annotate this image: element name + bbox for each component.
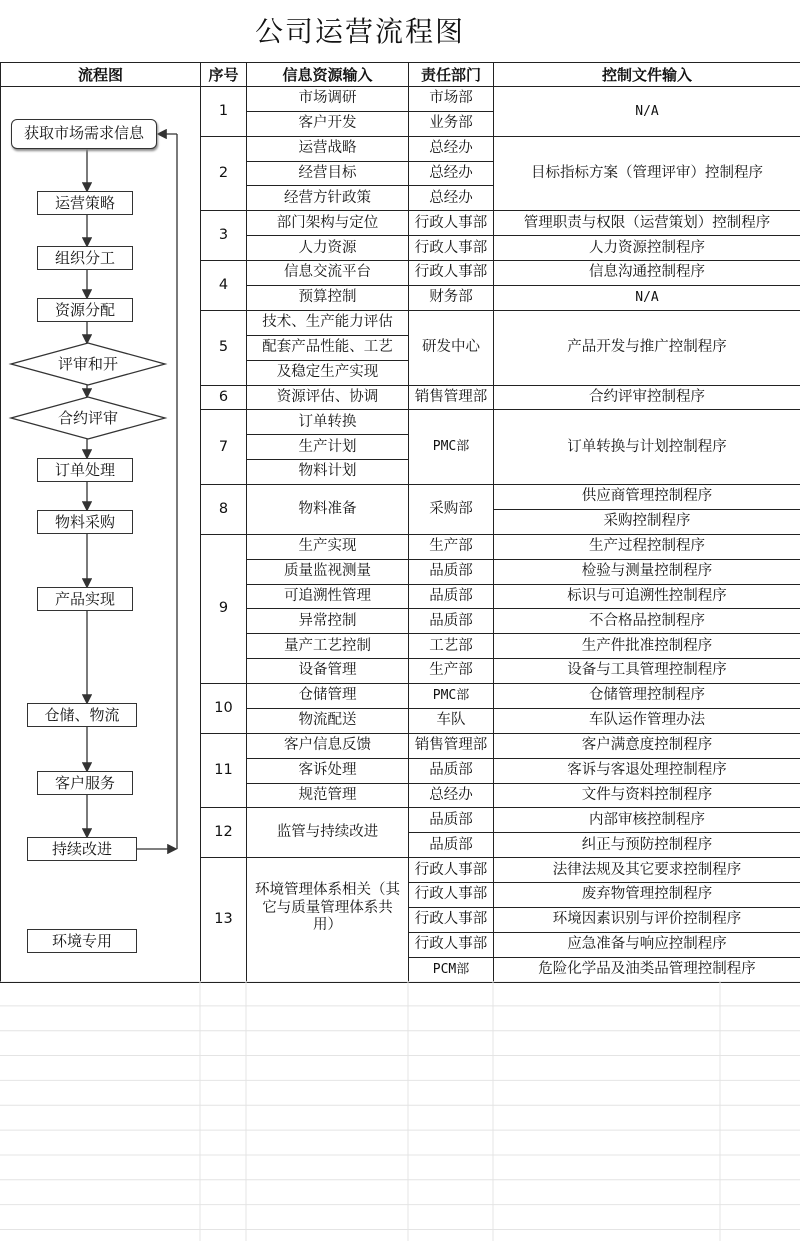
info-cell: 异常控制 [247, 609, 409, 634]
ctrl-cell: 车队运作管理办法 [494, 708, 800, 733]
flow-step: 持续改进 [27, 837, 137, 861]
ctrl-cell: 纠正与预防控制程序 [494, 833, 800, 858]
ctrl-cell: 设备与工具管理控制程序 [494, 659, 800, 684]
info-cell: 信息交流平台 [247, 261, 409, 286]
dept-cell: 行政人事部 [409, 858, 494, 883]
dept-cell: 行政人事部 [409, 236, 494, 261]
dept-cell: 财务部 [409, 286, 494, 311]
info-cell: 物流配送 [247, 708, 409, 733]
info-cell: 运营战略 [247, 136, 409, 161]
ctrl-cell: 文件与资料控制程序 [494, 783, 800, 808]
info-cell: 物料准备 [247, 485, 409, 535]
ctrl-cell: 法律法规及其它要求控制程序 [494, 858, 800, 883]
ctrl-cell: 采购控制程序 [494, 510, 800, 535]
seq-cell: 5 [201, 310, 247, 385]
flowchart [1, 87, 200, 982]
info-cell: 设备管理 [247, 659, 409, 684]
seq-cell: 13 [201, 858, 247, 982]
dept-cell: 市场部 [409, 87, 494, 112]
info-cell: 环境管理体系相关（其它与质量管理体系共用） [247, 858, 409, 982]
dept-cell: 总经办 [409, 783, 494, 808]
flow-decision: 评审和开 [57, 355, 118, 373]
seq-cell: 8 [201, 485, 247, 535]
dept-cell: 行政人事部 [409, 883, 494, 908]
dept-cell: 研发中心 [409, 310, 494, 385]
info-cell: 监管与持续改进 [247, 808, 409, 858]
ctrl-cell: N/A [494, 87, 800, 137]
ctrl-cell: N/A [494, 286, 800, 311]
header-dept: 责任部门 [409, 63, 494, 87]
header-seq: 序号 [201, 63, 247, 87]
dept-cell: PMC部 [409, 410, 494, 485]
info-cell: 客诉处理 [247, 758, 409, 783]
info-cell: 订单转换 [247, 410, 409, 435]
dept-cell: 品质部 [409, 559, 494, 584]
header-ctrl: 控制文件输入 [494, 63, 800, 87]
flow-step: 客户服务 [37, 771, 133, 795]
flow-step: 产品实现 [37, 587, 133, 611]
info-cell: 人力资源 [247, 236, 409, 261]
info-cell: 仓储管理 [247, 684, 409, 709]
flow-step: 获取市场需求信息 [11, 119, 157, 149]
dept-cell: 销售管理部 [409, 733, 494, 758]
ctrl-cell: 环境因素识别与评价控制程序 [494, 908, 800, 933]
ctrl-cell: 客诉与客退处理控制程序 [494, 758, 800, 783]
dept-cell: PCM部 [409, 957, 494, 982]
info-cell: 预算控制 [247, 286, 409, 311]
seq-cell: 9 [201, 534, 247, 683]
dept-cell: 采购部 [409, 485, 494, 535]
flow-step: 物料采购 [37, 510, 133, 534]
ctrl-cell: 订单转换与计划控制程序 [494, 410, 800, 485]
flowchart-cell [1, 87, 201, 983]
dept-cell: 生产部 [409, 659, 494, 684]
ctrl-cell: 应急准备与响应控制程序 [494, 932, 800, 957]
info-cell: 技术、生产能力评估 [247, 310, 409, 335]
seq-cell: 7 [201, 410, 247, 485]
dept-cell: 车队 [409, 708, 494, 733]
info-cell: 客户信息反馈 [247, 733, 409, 758]
info-cell: 经营目标 [247, 161, 409, 186]
header-flow: 流程图 [1, 63, 201, 87]
seq-cell: 4 [201, 261, 247, 311]
dept-cell: 行政人事部 [409, 932, 494, 957]
ctrl-cell: 生产件批准控制程序 [494, 634, 800, 659]
dept-cell: PMC部 [409, 684, 494, 709]
seq-cell: 12 [201, 808, 247, 858]
ctrl-cell: 检验与测量控制程序 [494, 559, 800, 584]
ctrl-cell: 内部审核控制程序 [494, 808, 800, 833]
ctrl-cell: 产品开发与推广控制程序 [494, 310, 800, 385]
flow-step: 运营策略 [37, 191, 133, 215]
flow-step: 资源分配 [37, 298, 133, 322]
info-cell: 可追溯性管理 [247, 584, 409, 609]
dept-cell: 品质部 [409, 833, 494, 858]
info-cell: 物料计划 [247, 460, 409, 485]
dept-cell: 品质部 [409, 609, 494, 634]
ctrl-cell: 人力资源控制程序 [494, 236, 800, 261]
seq-cell: 1 [201, 87, 247, 137]
seq-cell: 6 [201, 385, 247, 410]
ctrl-cell: 信息沟通控制程序 [494, 261, 800, 286]
flow-step: 组织分工 [37, 246, 133, 270]
ctrl-cell: 管理职责与权限（运营策划）控制程序 [494, 211, 800, 236]
info-cell: 客户开发 [247, 111, 409, 136]
process-table [0, 62, 800, 983]
dept-cell: 行政人事部 [409, 211, 494, 236]
page-title: 公司运营流程图 [254, 15, 465, 48]
info-cell: 生产计划 [247, 435, 409, 460]
flow-env-box: 环境专用 [27, 929, 137, 953]
ctrl-cell: 供应商管理控制程序 [494, 485, 800, 510]
flow-step: 订单处理 [37, 458, 133, 482]
dept-cell: 行政人事部 [409, 908, 494, 933]
info-cell: 经营方针政策 [247, 186, 409, 211]
dept-cell: 品质部 [409, 584, 494, 609]
ctrl-cell: 合约评审控制程序 [494, 385, 800, 410]
seq-cell: 11 [201, 733, 247, 808]
info-cell: 配套产品性能、工艺 [247, 335, 409, 360]
dept-cell: 品质部 [409, 758, 494, 783]
ctrl-cell: 废弃物管理控制程序 [494, 883, 800, 908]
ctrl-cell: 客户满意度控制程序 [494, 733, 800, 758]
header-info: 信息资源输入 [247, 63, 409, 87]
info-cell: 及稳定生产实现 [247, 360, 409, 385]
dept-cell: 品质部 [409, 808, 494, 833]
empty-spreadsheet-grid [0, 981, 800, 1241]
dept-cell: 总经办 [409, 161, 494, 186]
seq-cell: 2 [201, 136, 247, 211]
ctrl-cell: 不合格品控制程序 [494, 609, 800, 634]
dept-cell: 工艺部 [409, 634, 494, 659]
flow-step: 仓储、物流 [27, 703, 137, 727]
seq-cell: 10 [201, 684, 247, 734]
dept-cell: 生产部 [409, 534, 494, 559]
dept-cell: 总经办 [409, 136, 494, 161]
ctrl-cell: 生产过程控制程序 [494, 534, 800, 559]
header-row [1, 63, 800, 87]
table-row [1, 87, 800, 112]
ctrl-cell: 目标指标方案（管理评审）控制程序 [494, 136, 800, 211]
dept-cell: 业务部 [409, 111, 494, 136]
info-cell: 资源评估、协调 [247, 385, 409, 410]
seq-cell: 3 [201, 211, 247, 261]
dept-cell: 总经办 [409, 186, 494, 211]
dept-cell: 行政人事部 [409, 261, 494, 286]
info-cell: 部门架构与定位 [247, 211, 409, 236]
flow-decision: 合约评审 [57, 409, 118, 427]
ctrl-cell: 标识与可追溯性控制程序 [494, 584, 800, 609]
dept-cell: 销售管理部 [409, 385, 494, 410]
info-cell: 生产实现 [247, 534, 409, 559]
ctrl-cell: 危险化学品及油类品管理控制程序 [494, 957, 800, 982]
ctrl-cell: 仓储管理控制程序 [494, 684, 800, 709]
info-cell: 规范管理 [247, 783, 409, 808]
info-cell: 质量监视测量 [247, 559, 409, 584]
info-cell: 市场调研 [247, 87, 409, 112]
info-cell: 量产工艺控制 [247, 634, 409, 659]
